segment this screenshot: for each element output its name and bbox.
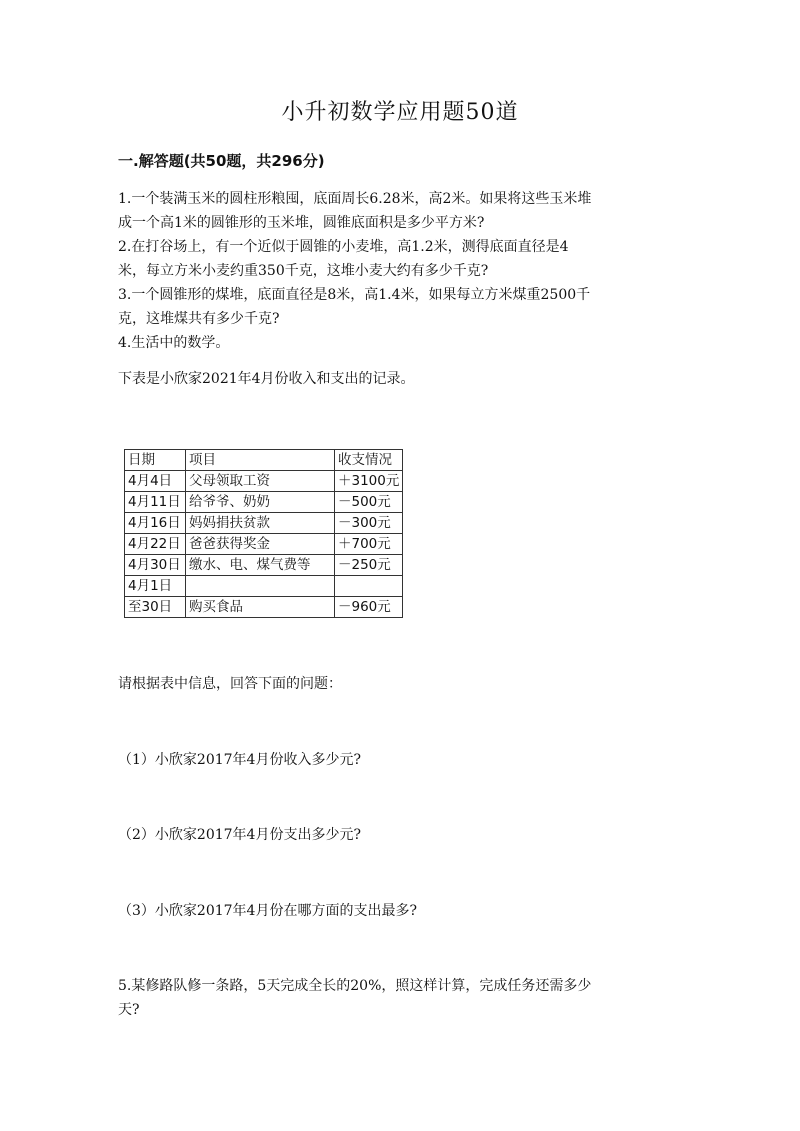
table-cell: [335, 576, 403, 597]
income-expense-table: [124, 449, 403, 618]
table-cell: 缴水、电、煤气费等: [186, 555, 335, 576]
table-cell: －960元: [335, 597, 403, 618]
table-row: [125, 513, 403, 534]
q1-line-1: 1.一个装满玉米的圆柱形粮囤，底面周长6.28米，高2米。如果将这些玉米堆: [118, 191, 592, 207]
section-heading: 一.解答题(共50题，共296分): [118, 152, 325, 170]
table-cell: 妈妈捐扶贫款: [186, 513, 335, 534]
q4-intro: 下表是小欣家2021年4月份收入和支出的记录。: [118, 371, 415, 387]
q4-subquestion-1: （1）小欣家2017年4月份收入多少元?: [118, 752, 361, 768]
table-row: [125, 576, 403, 597]
table-cell: 购买食品: [186, 597, 335, 618]
q4-subquestion-3: （3）小欣家2017年4月份在哪方面的支出最多?: [118, 903, 417, 919]
table-header-cell: 日期: [125, 450, 186, 471]
table-header-cell: 收支情况: [335, 450, 403, 471]
q4-subquestion-2: （2）小欣家2017年4月份支出多少元?: [118, 827, 361, 843]
q2-line-1: 2.在打谷场上，有一个近似于圆锥的小麦堆，高1.2米，测得底面直径是4: [118, 239, 569, 255]
table-cell: 父母领取工资: [186, 471, 335, 492]
table-cell: 4月30日: [125, 555, 186, 576]
table-cell: 4月22日: [125, 534, 186, 555]
document-title: 小升初数学应用题50道: [281, 100, 519, 125]
table-cell: ＋700元: [335, 534, 403, 555]
table-cell: 至30日: [125, 597, 186, 618]
table-cell: 4月11日: [125, 492, 186, 513]
table-cell: 4月16日: [125, 513, 186, 534]
table-row: [125, 471, 403, 492]
table-header-cell: 项目: [186, 450, 335, 471]
q1-line-2: 成一个高1米的圆锥形的玉米堆，圆锥底面积是多少平方米?: [118, 215, 485, 231]
q5-line-2: 天?: [118, 1002, 140, 1018]
q4-prompt: 请根据表中信息，回答下面的问题：: [118, 676, 342, 692]
table-row: [125, 597, 403, 618]
table-row: [125, 555, 403, 576]
table-row: [125, 534, 403, 555]
q2-line-2: 米，每立方米小麦约重350千克，这堆小麦大约有多少千克?: [118, 263, 489, 279]
q5-line-1: 5.某修路队修一条路，5天完成全长的20%，照这样计算，完成任务还需多少: [118, 978, 592, 994]
table-cell: 4月1日: [125, 576, 186, 597]
q3-line-2: 克，这堆煤共有多少千克?: [118, 311, 280, 327]
table-cell: 爸爸获得奖金: [186, 534, 335, 555]
table-header-row: [125, 450, 403, 471]
table-cell: －300元: [335, 513, 403, 534]
questions-1-to-4: [118, 187, 693, 355]
table-cell: 4月4日: [125, 471, 186, 492]
table-cell: ＋3100元: [335, 471, 403, 492]
q4-line-1: 4.生活中的数学。: [118, 335, 230, 351]
table-cell: －250元: [335, 555, 403, 576]
q3-line-1: 3.一个圆锥形的煤堆，底面直径是8米，高1.4米，如果每立方米煤重2500千: [118, 287, 591, 303]
table-cell: 给爷爷、奶奶: [186, 492, 335, 513]
table-cell: [186, 576, 335, 597]
table-cell: －500元: [335, 492, 403, 513]
table-row: [125, 492, 403, 513]
question-5: [118, 974, 693, 1022]
